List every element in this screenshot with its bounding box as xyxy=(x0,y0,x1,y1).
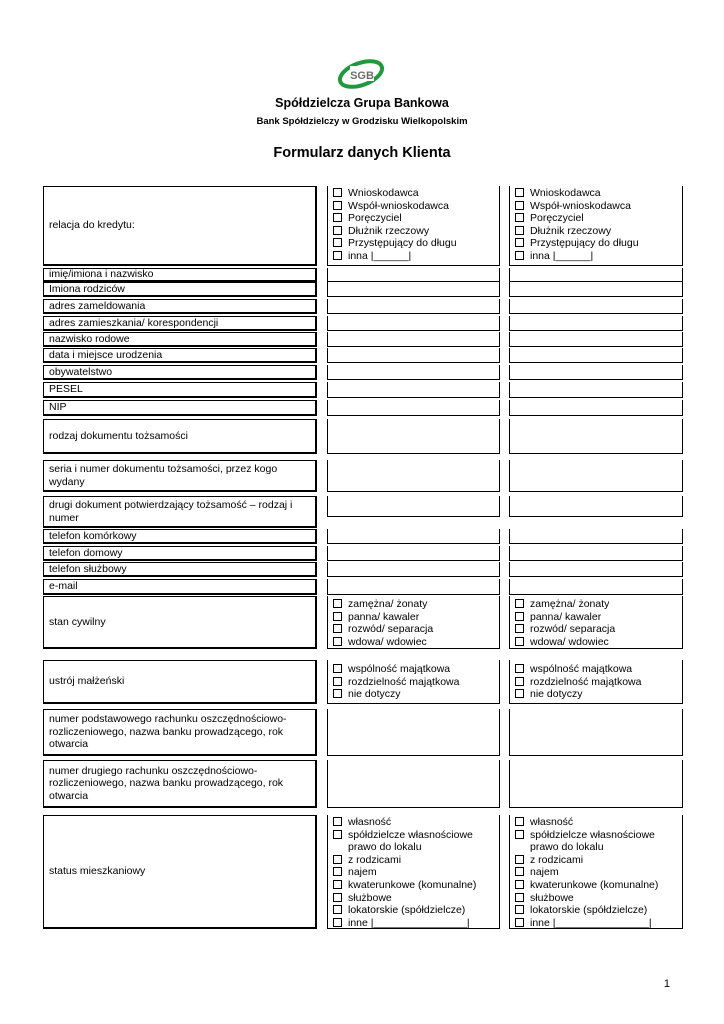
checkbox-icon xyxy=(333,677,342,686)
phone-work-field-1[interactable] xyxy=(327,562,500,577)
housing-option-service[interactable]: służbowe xyxy=(332,892,476,905)
nip-label: NIP xyxy=(43,400,317,416)
email-field-1[interactable] xyxy=(327,579,500,595)
parents-field-2[interactable] xyxy=(509,282,683,297)
regime-option-separate[interactable]: rozdzielność majątkowa xyxy=(332,676,459,689)
housing-label: status mieszkaniowy xyxy=(43,815,317,929)
regime-option-joint[interactable]: wspólność majątkowa xyxy=(514,663,641,676)
property-regime-options-1 xyxy=(332,663,459,701)
second-account-label: numer drugiego rachunku oszczędnościowo-rozliczeniowego, nazwa banku prowadzącego, rok otwarcia xyxy=(43,760,317,808)
marital-option-widowed[interactable]: wdowa/ wdowiec xyxy=(514,636,615,649)
checkbox-icon xyxy=(333,893,342,902)
relation-option-applicant[interactable]: Wnioskodawca xyxy=(514,187,639,200)
housing-option-tenant[interactable]: lokatorskie (spółdzielcze) xyxy=(514,904,658,917)
checkbox-icon xyxy=(515,689,524,698)
names-label: imię/imiona i nazwisko xyxy=(43,268,317,282)
checkbox-icon xyxy=(515,893,524,902)
page-number: 1 xyxy=(663,978,670,990)
checkbox-icon xyxy=(515,226,524,235)
id-type-field-2[interactable] xyxy=(509,419,683,454)
housing-option-cooperative[interactable]: spółdzielcze własnościowe xyxy=(332,829,476,842)
marital-option-married[interactable]: zamężna/ żonaty xyxy=(332,598,433,611)
id-number-field-1[interactable] xyxy=(327,460,500,492)
marital-option-single[interactable]: panna/ kawaler xyxy=(332,611,433,624)
checkbox-icon xyxy=(333,830,342,839)
phone-home-label: telefon domowy xyxy=(43,546,317,561)
relation-option-debtor[interactable]: Dłużnik rzeczowy xyxy=(514,225,639,238)
second-doc-field-1[interactable] xyxy=(327,496,500,517)
property-regime-options-2 xyxy=(514,663,641,701)
address-registered-label: adres zameldowania xyxy=(43,299,317,314)
second-doc-field-2[interactable] xyxy=(509,496,683,517)
housing-option-tenant[interactable]: lokatorskie (spółdzielcze) xyxy=(332,904,476,917)
relation-option-other[interactable]: inna |______| xyxy=(332,250,457,263)
logo-text: SGB xyxy=(350,70,374,82)
housing-option-cooperative[interactable]: spółdzielcze własnościowe xyxy=(514,829,658,842)
regime-option-joint[interactable]: wspólność majątkowa xyxy=(332,663,459,676)
housing-options-2 xyxy=(514,816,658,929)
marital-option-single[interactable]: panna/ kawaler xyxy=(514,611,615,624)
checkbox-icon xyxy=(333,188,342,197)
checkbox-icon xyxy=(515,213,524,222)
birth-field-1[interactable] xyxy=(327,348,500,363)
housing-option-municipal[interactable]: kwaterunkowe (komunalne) xyxy=(514,879,658,892)
citizenship-field-1[interactable] xyxy=(327,365,500,380)
email-label: e-mail xyxy=(43,579,317,595)
housing-option-ownership[interactable]: własność xyxy=(514,816,658,829)
checkbox-icon xyxy=(333,880,342,889)
phone-work-field-2[interactable] xyxy=(509,562,683,577)
housing-option-ownership[interactable]: własność xyxy=(332,816,476,829)
checkbox-icon xyxy=(515,905,524,914)
marital-options-1 xyxy=(332,598,433,648)
relation-option-co-applicant[interactable]: Współ-wnioskodawca xyxy=(332,200,457,213)
housing-option-cooperative-cont: prawo do lokalu xyxy=(530,841,604,854)
second-doc-label: drugi dokument potwierdzający tożsamość – rodzaj i numer xyxy=(43,496,317,528)
housing-option-service[interactable]: służbowe xyxy=(514,892,658,905)
marital-option-widowed[interactable]: wdowa/ wdowiec xyxy=(332,636,433,649)
phone-work-label: telefon służbowy xyxy=(43,562,317,577)
phone-mobile-field-2[interactable] xyxy=(509,529,683,544)
checkbox-icon xyxy=(333,905,342,914)
checkbox-icon xyxy=(333,664,342,673)
pesel-field-1[interactable] xyxy=(327,382,500,398)
checkbox-icon xyxy=(333,855,342,864)
parents-label: Imiona rodziców xyxy=(43,282,317,297)
relation-options-1 xyxy=(332,187,457,263)
family-name-label: nazwisko rodowe xyxy=(43,332,317,347)
checkbox-icon xyxy=(515,251,524,260)
address-residence-field-2[interactable] xyxy=(509,316,683,331)
checkbox-icon xyxy=(515,599,524,608)
checkbox-icon xyxy=(515,880,524,889)
checkbox-icon xyxy=(333,238,342,247)
address-registered-field-2[interactable] xyxy=(509,299,683,314)
relation-options-2 xyxy=(514,187,639,263)
relation-option-joining[interactable]: Przystępujący do długu xyxy=(332,237,457,250)
housing-option-parents[interactable]: z rodzicami xyxy=(514,854,658,867)
checkbox-icon xyxy=(515,238,524,247)
pesel-label: PESEL xyxy=(43,382,317,398)
organization-name: Spółdzielcza Grupa Bankowa xyxy=(275,96,449,110)
address-residence-field-1[interactable] xyxy=(327,316,500,331)
checkbox-icon xyxy=(515,830,524,839)
id-type-field-1[interactable] xyxy=(327,419,500,454)
second-account-field-2[interactable] xyxy=(509,760,683,808)
checkbox-icon xyxy=(333,624,342,633)
marital-label: stan cywilny xyxy=(43,596,317,649)
checkbox-icon xyxy=(515,201,524,210)
marital-option-married[interactable]: zamężna/ żonaty xyxy=(514,598,615,611)
citizenship-label: obywatelstwo xyxy=(43,365,317,380)
birth-field-2[interactable] xyxy=(509,348,683,363)
bank-name: Bank Spółdzielczy w Grodzisku Wielkopolskim xyxy=(256,116,468,127)
family-name-field-1[interactable] xyxy=(327,332,500,347)
names-field-1[interactable] xyxy=(327,268,500,282)
marital-option-divorced[interactable]: rozwód/ separacja xyxy=(332,623,433,636)
checkbox-icon xyxy=(515,624,524,633)
address-registered-field-1[interactable] xyxy=(327,299,500,314)
checkbox-icon xyxy=(515,855,524,864)
housing-option-other[interactable]: inne |________________| xyxy=(514,917,658,930)
birth-label: data i miejsce urodzenia xyxy=(43,348,317,363)
housing-options-1 xyxy=(332,816,476,929)
checkbox-icon xyxy=(333,599,342,608)
id-type-label: rodzaj dokumentu tożsamości xyxy=(43,419,317,454)
nip-field-2[interactable] xyxy=(509,400,683,416)
checkbox-icon xyxy=(333,817,342,826)
checkbox-icon xyxy=(515,867,524,876)
regime-option-not-applicable[interactable]: nie dotyczy xyxy=(332,688,459,701)
checkbox-icon xyxy=(333,213,342,222)
form-title: Formularz danych Klienta xyxy=(273,145,451,161)
checkbox-icon xyxy=(333,612,342,621)
id-number-field-2[interactable] xyxy=(509,460,683,492)
relation-option-guarantor[interactable]: Poręczyciel xyxy=(332,212,457,225)
checkbox-icon xyxy=(515,918,524,927)
phone-home-field-2[interactable] xyxy=(509,546,683,561)
main-account-field-1[interactable] xyxy=(327,709,500,756)
checkbox-icon xyxy=(333,689,342,698)
checkbox-icon xyxy=(333,251,342,260)
checkbox-icon xyxy=(333,637,342,646)
checkbox-icon xyxy=(515,188,524,197)
email-field-2[interactable] xyxy=(509,579,683,595)
housing-option-other[interactable]: inne |________________| xyxy=(332,917,476,930)
pesel-field-2[interactable] xyxy=(509,382,683,398)
relation-option-guarantor[interactable]: Poręczyciel xyxy=(514,212,639,225)
phone-home-field-1[interactable] xyxy=(327,546,500,561)
relation-option-joining[interactable]: Przystępujący do długu xyxy=(514,237,639,250)
checkbox-icon xyxy=(333,201,342,210)
housing-option-rent[interactable]: najem xyxy=(514,866,658,879)
property-regime-label: ustrój małżeński xyxy=(43,660,317,704)
names-field-2[interactable] xyxy=(509,268,683,282)
housing-option-parents[interactable]: z rodzicami xyxy=(332,854,476,867)
marital-options-2 xyxy=(514,598,615,648)
checkbox-icon xyxy=(333,918,342,927)
housing-option-cooperative-cont: prawo do lokalu xyxy=(348,841,422,854)
sgb-logo xyxy=(330,54,394,92)
main-account-field-2[interactable] xyxy=(509,709,683,756)
second-account-field-1[interactable] xyxy=(327,760,500,808)
checkbox-icon xyxy=(515,664,524,673)
checkbox-icon xyxy=(515,637,524,646)
phone-mobile-field-1[interactable] xyxy=(327,529,500,544)
family-name-field-2[interactable] xyxy=(509,332,683,347)
checkbox-icon xyxy=(515,612,524,621)
checkbox-icon xyxy=(515,817,524,826)
regime-option-separate[interactable]: rozdzielność majątkowa xyxy=(514,676,641,689)
checkbox-icon xyxy=(515,677,524,686)
relation-option-debtor[interactable]: Dłużnik rzeczowy xyxy=(332,225,457,238)
relation-option-applicant[interactable]: Wnioskodawca xyxy=(332,187,457,200)
relation-option-co-applicant[interactable]: Współ-wnioskodawca xyxy=(514,200,639,213)
phone-mobile-label: telefon komórkowy xyxy=(43,529,317,544)
checkbox-icon xyxy=(333,867,342,876)
nip-field-1[interactable] xyxy=(327,400,500,416)
relation-label: relacja do kredytu: xyxy=(43,186,317,266)
housing-option-municipal[interactable]: kwaterunkowe (komunalne) xyxy=(332,879,476,892)
checkbox-icon xyxy=(333,226,342,235)
marital-option-divorced[interactable]: rozwód/ separacja xyxy=(514,623,615,636)
parents-field-1[interactable] xyxy=(327,282,500,297)
housing-option-rent[interactable]: najem xyxy=(332,866,476,879)
address-residence-label: adres zamieszkania/ korespondencji xyxy=(43,316,317,331)
citizenship-field-2[interactable] xyxy=(509,365,683,380)
regime-option-not-applicable[interactable]: nie dotyczy xyxy=(514,688,641,701)
relation-option-other[interactable]: inna |______| xyxy=(514,250,639,263)
main-account-label: numer podstawowego rachunku oszczędnościowo-rozliczeniowego, nazwa banku prowadzącego, rok otwarcia xyxy=(43,709,317,756)
id-number-label: seria i numer dokumentu tożsamości, przez kogo wydany xyxy=(43,460,317,492)
